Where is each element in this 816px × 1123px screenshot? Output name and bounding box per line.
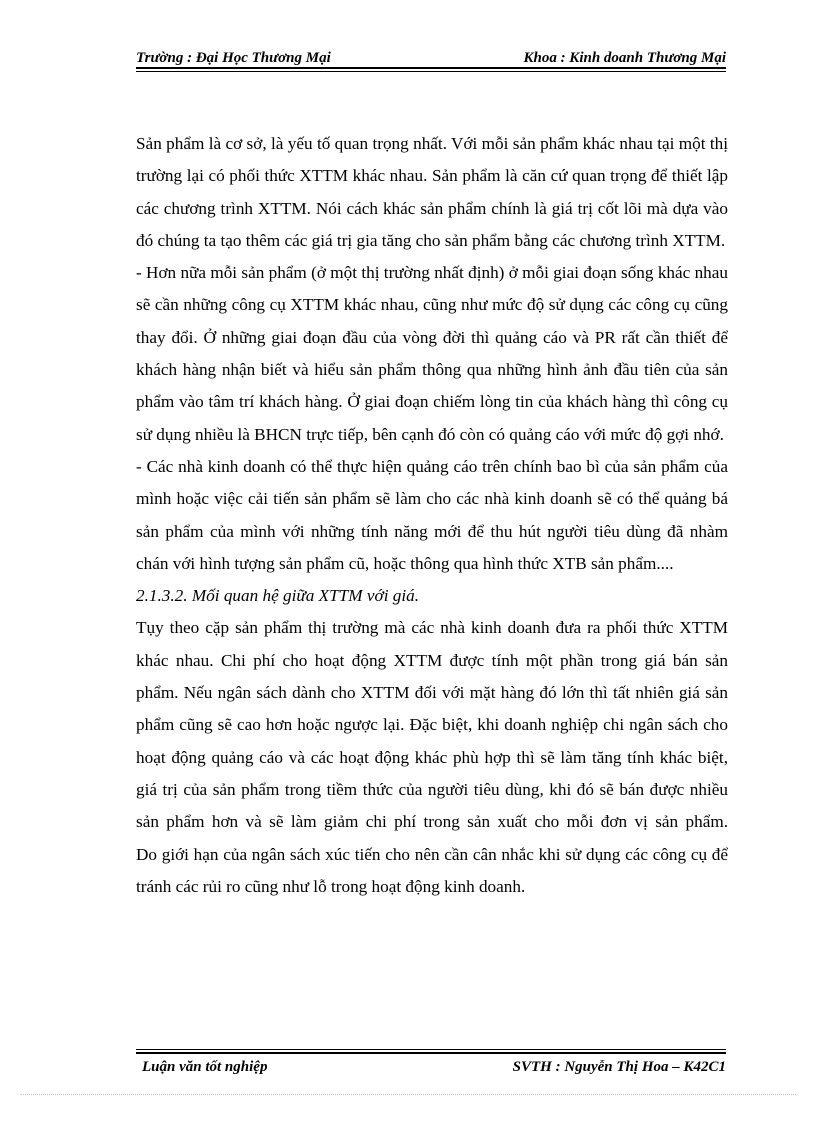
body-text [136,128,728,903]
footer-rule-thick [136,1052,726,1054]
section-heading: 2.1.3.2. Mối quan hệ giữa XTTM với giá. [136,586,420,606]
paragraph-price-relation: Tụy theo cặp sản phẩm thị trường mà các nhà kinh doanh đưa ra phối thức XTTM khác nhau. Chi phí cho hoạt động XTTM được tính một phần trong giá bán sản phẩm. Nếu ngân sách dành cho XTTM đối với mặt hàng đó lớn thì tất nhiên giá sản phẩm cũng sẽ cao hơn hoặc ngược lại. Đặc biệt, khi doanh nghiệp chi ngân sách cho hoạt động quảng cáo và các hoạt động khác phù hợp thì sẽ làm tăng tính khác biệt, giá trị của sản phẩm trong tiềm thức của người tiêu dùng, khi đó sẽ bán được nhiều sản phẩm hơn và sẽ làm giảm chi phí trong sản xuất cho mỗi đơn vị sản phẩm. [136,618,728,832]
paragraph-packaging: - Các nhà kinh doanh có thể thực hiện quảng cáo trên chính bao bì của sản phẩm của mình hoặc việc cải tiến sản phẩm sẽ làm cho các nhà kinh doanh sẽ có thể quảng bá sản phẩm của mình với những tính năng mới để thu hút người tiêu dùng đã nhàm chán với hình tượng sản phẩm cũ, hoặc thông qua hình thức XTB sản phẩm.... [136,456,728,573]
footer-student: SVTH : Nguyễn Thị Hoa – K42C1 [512,1059,726,1075]
paragraph-life-cycle: - Hơn nữa mỗi sản phẩm (ở một thị trường nhất định) ở mỗi giai đoạn sống khác nhau sẽ cần những công cụ XTTM khác nhau, cũng như mức độ sử dụng các công cụ cũng thay đổi. Ở những giai đoạn đầu của vòng đời thì quảng cáo và PR rất cần thiết để khách hàng nhận biết và hiểu sản phẩm thông qua những hình ảnh đầu tiên của sản phẩm vào tâm trí khách hàng. Ở giai đoạn chiếm lòng tin của khách hàng thì công cụ sử dụng nhiều là BHCN trực tiếp, bên cạnh đó còn có quảng cáo với mức độ gợi nhớ. [136,263,728,444]
header-school: Trường : Đại Học Thương Mại [136,50,331,66]
footer-thesis: Luận văn tốt nghiệp [142,1059,268,1075]
header-rule-thin [136,71,726,72]
footer-rule-thin [136,1049,726,1050]
header-faculty: Khoa : Kinh doanh Thương Mại [523,50,726,66]
paragraph-product-basis: Sản phẩm là cơ sở, là yếu tố quan trọng nhất. Với mỗi sản phẩm khác nhau tại một thị trường lại có phối thức XTTM khác nhau. Sản phẩm là căn cứ quan trọng để thiết lập các chương trình XTTM. Nói cách khác sản phẩm chính là giá trị cốt lõi mà dựa vào đó chúng ta tạo thêm các giá trị gia tăng cho sản phẩm bằng các chương trình XTTM. [136,134,728,250]
paragraph-budget-limit: Do giới hạn của ngân sách xúc tiến cho nên cần cân nhắc khi sử dụng các công cụ để tránh các rủi ro cũng như lỗ trong hoạt động kinh doanh. [136,844,728,896]
page-footer [136,1057,726,1079]
header-rule-thick [136,67,726,69]
page-bottom-edge [20,1094,796,1095]
